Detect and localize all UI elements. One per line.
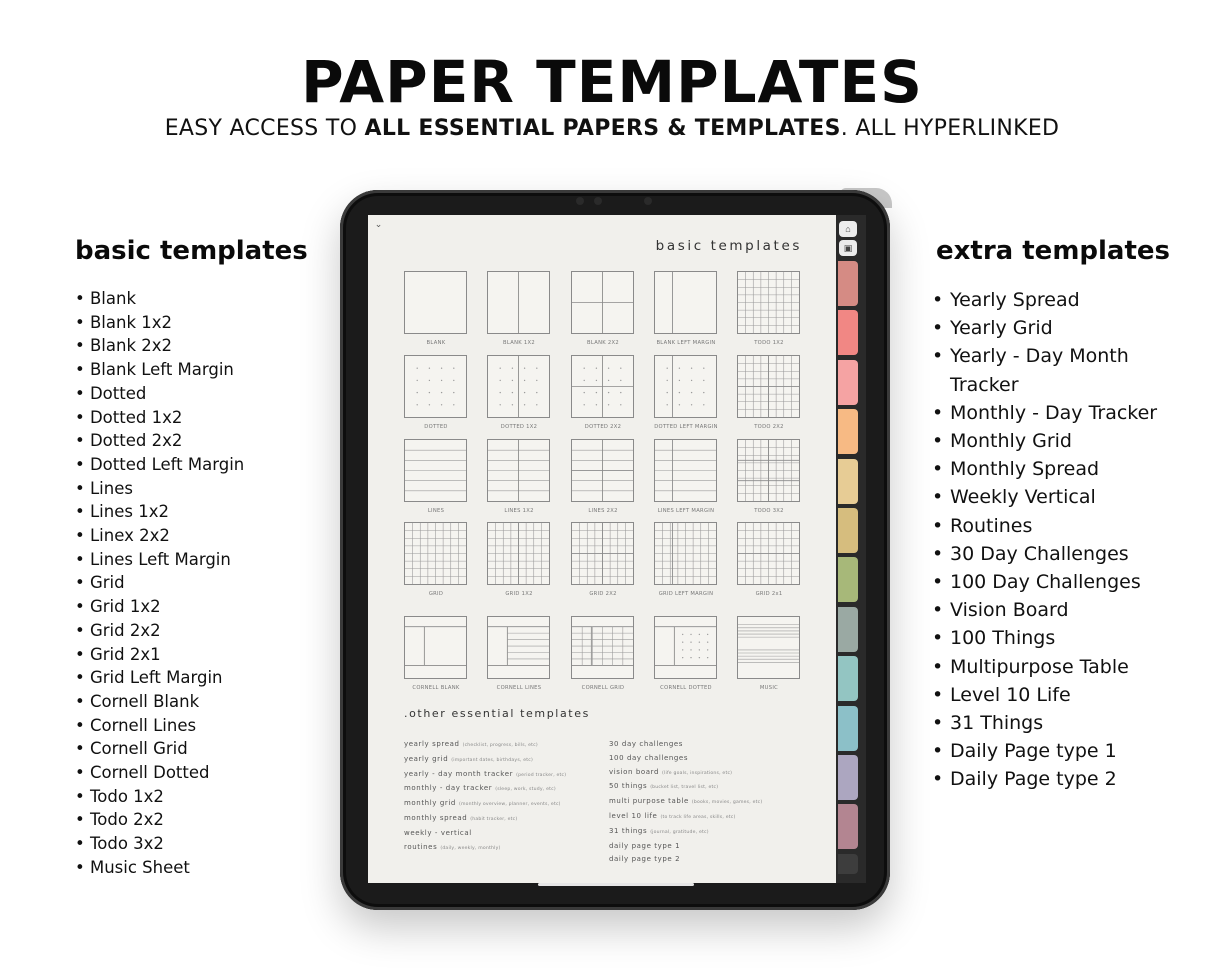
basic-template-item: • Lines 1x2 [75,502,169,522]
basic-template-item: • Linex 2x2 [75,526,170,546]
basic-template-item: • Grid [75,573,125,593]
extra-template-item: • 31 Things [930,709,1180,737]
template-preview [738,272,799,333]
basic-template-item: • Grid Left Margin [75,668,223,688]
template-thumbnail[interactable] [404,439,467,502]
template-preview [655,272,716,333]
other-template-link[interactable] [609,795,762,810]
other-template-name: 50 things [609,782,648,791]
template-thumbnail[interactable] [737,271,800,334]
extra-template-item: • Yearly Grid [930,314,1180,342]
template-thumbnail[interactable] [571,522,634,585]
template-thumbnail[interactable] [404,616,467,679]
template-thumbnail[interactable] [654,355,717,418]
basic-template-item: • Lines Left Margin [75,549,231,569]
template-preview [572,617,633,678]
basic-template-item: • Cornell Lines [75,715,197,735]
template-preview [488,440,549,501]
extra-template-item: • Yearly Spread [930,286,1180,314]
home-indicator[interactable] [538,883,694,886]
template-thumbnail-label: CORNELL BLANK [412,685,460,691]
other-template-name: level 10 life [609,811,658,820]
template-preview [738,523,799,584]
page-title: PAPER TEMPLATES [301,48,923,116]
template-preview [738,617,799,678]
other-template-name: monthly - day tracker [404,784,493,793]
basic-template-item: • Todo 1x2 [75,786,164,806]
template-thumbnail-label: GRID LEFT MARGIN [658,591,714,597]
other-template-name: multi purpose table [609,797,689,806]
template-thumbnail[interactable] [737,439,800,502]
template-preview [488,523,549,584]
other-template-note: (habit tracker, etc) [470,816,518,822]
other-template-note: (life goals, inspirations, etc) [662,770,733,776]
basic-template-item: • Dotted Left Margin [75,454,245,474]
section-tab[interactable] [838,409,858,454]
calendar-icon[interactable]: ▣ [839,240,857,256]
template-preview [655,523,716,584]
other-template-name: daily page type 1 [609,841,681,850]
template-thumbnail-label: BLANK LEFT MARGIN [656,340,716,346]
template-preview [405,356,466,417]
other-template-name: 100 day challenges [609,753,689,762]
section-tab[interactable] [838,557,858,602]
section-tab[interactable] [838,360,858,405]
template-thumbnail-label: GRID [428,591,444,597]
template-thumbnail[interactable] [737,355,800,418]
other-template-link[interactable] [404,797,566,812]
other-template-link[interactable] [609,825,762,840]
template-thumbnail-label: LINES LEFT MARGIN [657,508,715,514]
basic-templates-list [75,287,244,880]
template-thumbnail-label: MUSIC [759,685,779,691]
extra-template-item: • Multipurpose Table [930,653,1180,681]
template-thumbnail-label: CORNELL DOTTED [660,685,712,691]
template-thumbnail-label: LINES 2X2 [588,508,618,514]
basic-template-item: • Cornell Blank [75,691,200,711]
extra-template-item: • Monthly Spread [930,455,1180,483]
section-tab[interactable] [838,706,858,751]
template-thumbnail-label: BLANK 2X2 [587,340,619,346]
template-preview [405,523,466,584]
other-template-note: (important dates, birthdays, etc) [451,757,533,763]
template-thumbnail[interactable] [571,439,634,502]
other-template-note: (daily, weekly, monthly) [440,845,501,851]
other-template-link[interactable] [609,810,762,825]
extra-template-item: • Yearly - Day Month Tracker [930,342,1180,398]
template-preview [572,356,633,417]
extra-template-item: • Vision Board [930,596,1180,624]
camera-dot [594,197,602,205]
template-preview [655,356,716,417]
template-thumbnail[interactable] [404,522,467,585]
template-preview [572,523,633,584]
other-template-link[interactable] [609,853,762,867]
template-preview [488,617,549,678]
basic-template-item: • Todo 2x2 [75,810,164,830]
template-thumbnail[interactable] [487,355,550,418]
section-tab[interactable] [838,804,858,849]
extra-template-item: • 100 Day Challenges [930,568,1180,596]
template-thumbnail-label: CORNELL GRID [581,685,625,691]
extra-template-item: • Monthly Grid [930,427,1180,455]
template-preview [572,272,633,333]
other-template-name: 31 things [609,826,648,835]
other-template-name: vision board [609,767,660,776]
other-template-link[interactable] [609,840,762,854]
template-thumbnail-label: TODO 3X2 [754,508,784,514]
other-templates-left [404,738,566,855]
chevron-down-icon[interactable]: ⌄ [374,219,383,229]
extra-template-item: • 100 Things [930,624,1180,652]
section-tab[interactable] [838,656,858,701]
section-tab[interactable] [838,854,858,874]
other-template-link[interactable] [404,768,566,783]
template-thumbnail[interactable] [571,271,634,334]
subtitle-start: EASY ACCESS TO [164,116,365,141]
template-preview [405,272,466,333]
template-thumbnail-label: LINES 1X2 [504,508,534,514]
template-thumbnail-label: DOTTED LEFT MARGIN [654,424,718,430]
other-template-note: (period tracker, etc) [516,772,567,778]
other-template-name: monthly spread [404,813,468,822]
basic-template-item: • Grid 2x2 [75,620,161,640]
other-template-name: 30 day challenges [609,740,684,748]
template-preview [488,272,549,333]
other-template-note: (bucket list, travel list, etc) [650,785,719,791]
template-thumbnail[interactable] [487,439,550,502]
other-template-note: (books, movies, games, etc) [691,800,763,806]
basic-template-item: • Blank 1x2 [75,312,173,332]
template-thumbnail-label: BLANK [426,340,446,346]
extra-template-item: • Daily Page type 1 [930,737,1180,765]
other-template-note: (monthly overview, planner, events, etc) [458,802,561,808]
section-tab[interactable] [838,755,858,800]
basic-template-item: • Blank Left Margin [75,360,234,380]
template-preview [405,617,466,678]
other-template-link[interactable] [609,752,762,766]
basic-template-item: • Dotted 1x2 [75,407,183,427]
template-thumbnail[interactable] [487,522,550,585]
basic-template-item: • Cornell Dotted [75,763,210,783]
camera-dot [644,197,652,205]
page-subtitle [0,116,1224,141]
other-template-link[interactable] [609,738,762,752]
other-template-name: yearly spread [404,740,460,748]
template-thumbnail-label: DOTTED 1X2 [500,424,538,430]
extra-templates-list [930,286,1180,794]
template-thumbnail-label: GRID 1X2 [505,591,533,597]
template-preview [488,356,549,417]
other-template-link[interactable] [609,766,762,781]
template-thumbnail[interactable] [654,439,717,502]
extra-template-item: • Weekly Vertical [930,483,1180,511]
template-thumbnail-label: GRID 2x1 [755,591,783,597]
basic-template-item: • Cornell Grid [75,739,188,759]
template-thumbnail[interactable] [737,522,800,585]
other-template-link[interactable] [404,841,566,856]
screen-title: basic templates [655,238,802,254]
template-preview [655,440,716,501]
template-thumbnail-label: GRID 2X2 [589,591,617,597]
basic-template-item: • Grid 2x1 [75,644,161,664]
camera-dot [576,197,584,205]
extra-template-item: • Monthly - Day Tracker [930,399,1180,427]
other-template-note: (sleep, work, study, etc) [495,787,556,793]
template-thumbnail[interactable] [487,616,550,679]
template-preview [405,440,466,501]
subtitle-bold: ALL ESSENTIAL PAPERS & TEMPLATES [364,116,841,141]
section-tab[interactable] [838,607,858,652]
extra-template-item: • Level 10 Life [930,681,1180,709]
template-thumbnail[interactable] [737,616,800,679]
template-thumbnail-label: CORNELL LINES [496,685,542,691]
basic-template-item: • Blank 2x2 [75,336,173,356]
other-template-name: yearly - day month tracker [404,769,514,778]
basic-template-item: • Music Sheet [75,857,190,877]
template-thumbnail-label: BLANK 1X2 [503,340,535,346]
template-thumbnail-label: TODO 1X2 [754,340,784,346]
template-preview [738,356,799,417]
other-templates-right [609,738,762,867]
template-thumbnail-label: DOTTED [424,424,448,430]
template-thumbnail[interactable] [404,355,467,418]
extra-template-item: • Routines [930,512,1180,540]
template-preview [655,617,716,678]
template-preview [738,440,799,501]
template-thumbnail[interactable] [571,616,634,679]
other-template-name: weekly - vertical [404,828,472,837]
template-thumbnail-label: DOTTED 2X2 [584,424,622,430]
section-tab[interactable] [838,261,858,306]
other-template-link[interactable] [404,812,566,827]
other-template-name: daily page type 2 [609,855,681,864]
extra-template-item: • 30 Day Challenges [930,540,1180,568]
template-thumbnail[interactable] [654,522,717,585]
basic-template-item: • Todo 3x2 [75,834,164,854]
template-preview [572,440,633,501]
extra-template-item: • Daily Page type 2 [930,765,1180,793]
template-thumbnail[interactable] [404,271,467,334]
basic-template-item: • Grid 1x2 [75,597,161,617]
template-thumbnail[interactable] [487,271,550,334]
home-icon[interactable]: ⌂ [839,221,857,237]
template-thumbnail-label: TODO 2X2 [754,424,784,430]
subtitle-end: . ALL HYPERLINKED [840,116,1060,141]
other-template-name: yearly grid [404,754,449,763]
extra-templates-heading: extra templates [936,236,1171,266]
section-tab[interactable] [838,459,858,504]
other-template-note: (to track life areas, skills, etc) [660,814,736,820]
other-template-link[interactable] [404,738,566,753]
other-template-name: routines [404,842,438,851]
basic-template-item: • Lines [75,478,133,498]
basic-templates-heading: basic templates [75,236,308,266]
template-thumbnail[interactable] [654,271,717,334]
other-template-link[interactable] [404,782,566,797]
template-thumbnail[interactable] [654,616,717,679]
basic-template-item: • Dotted 2x2 [75,431,183,451]
other-template-note: (journal, gratitude, etc) [650,829,709,835]
template-thumbnail-label: LINES [427,508,445,514]
basic-template-item: • Dotted [75,383,147,403]
other-templates-title: .other essential templates [404,707,590,720]
other-template-name: monthly grid [404,799,456,808]
basic-template-item: • Blank [75,289,137,308]
template-thumbnail[interactable] [571,355,634,418]
section-tab[interactable] [838,508,858,553]
other-template-link[interactable] [609,780,762,795]
other-template-note: (checklist, progress, bills, etc) [462,743,538,748]
other-template-link[interactable] [404,753,566,768]
other-template-link[interactable] [404,827,566,841]
section-tab[interactable] [838,310,858,355]
